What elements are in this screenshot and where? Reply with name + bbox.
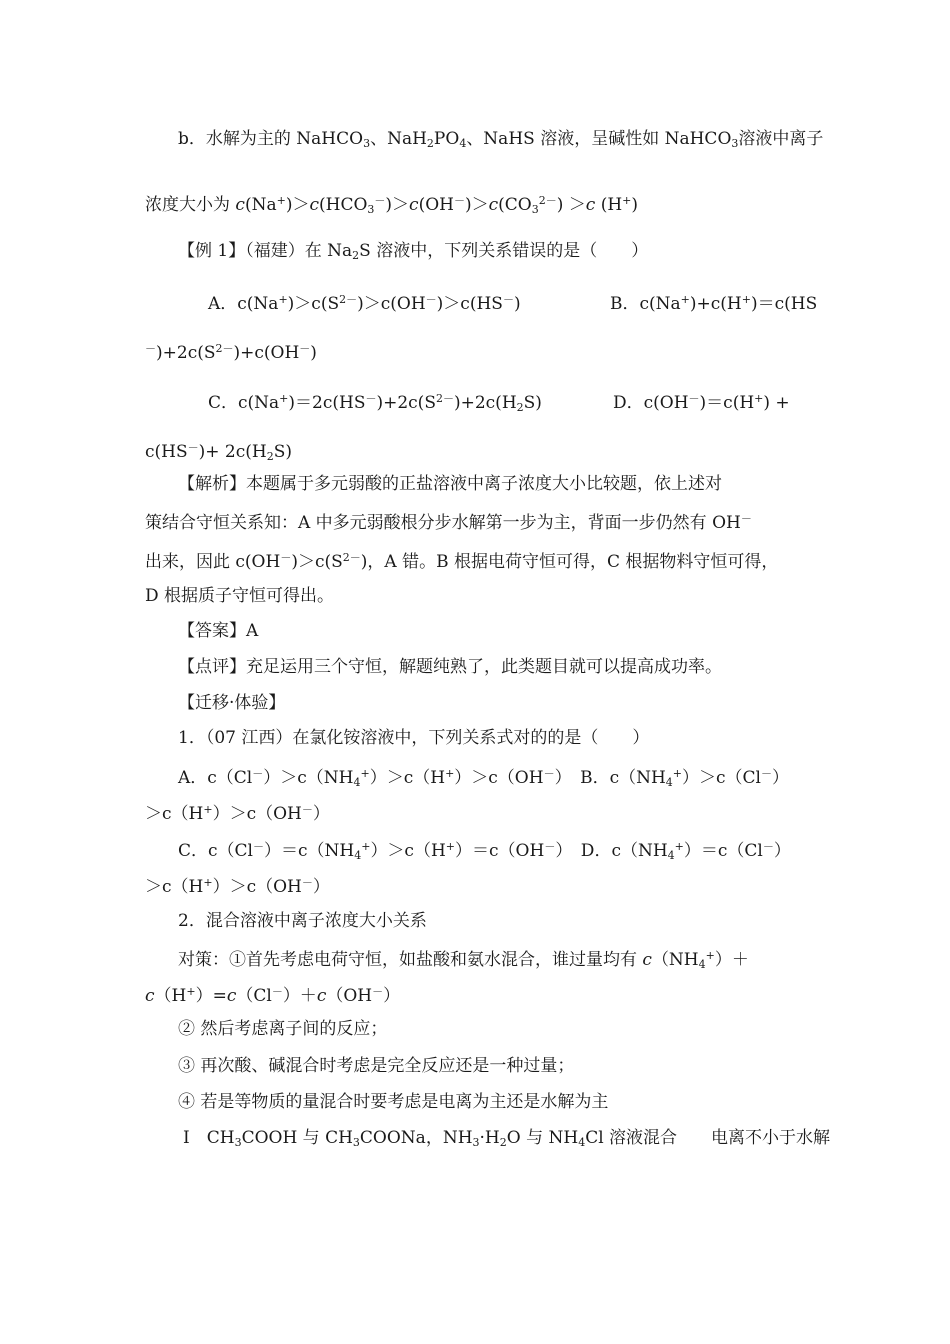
text-segment: ③ 再次酸、碱混合时考虑是完全反应还是一种过量； (178, 1056, 575, 1076)
text-segment: － (688, 392, 700, 405)
text-segment: + (445, 767, 455, 780)
text-segment: + (705, 949, 715, 962)
text-segment: 2 (499, 1136, 507, 1149)
text-segment: ） D．c（NH (555, 841, 668, 861)
text-segment: )+ 2c(H (198, 442, 267, 462)
text-segment: (Na (244, 195, 277, 215)
text-segment: c (309, 195, 319, 215)
text-segment: COOH 与 CH (241, 1128, 353, 1148)
text-segment: ）＝c（Cl (683, 841, 763, 861)
text-segment: 4 (665, 776, 673, 789)
text-segment: COONa，NH (359, 1128, 473, 1148)
text-segment: ） (773, 841, 791, 861)
text-line (208, 289, 521, 315)
text-segment: + (445, 840, 456, 853)
text-segment: 策结合守恒关系知：A 中多元弱酸根分步水解第一步为主，背面一步仍然有 OH (145, 513, 741, 533)
text-segment: )＝c(H (699, 393, 755, 413)
text-segment: ＞c（H (145, 877, 204, 897)
text-line (145, 981, 400, 1007)
text-line (178, 1018, 387, 1040)
text-segment: c (409, 195, 419, 215)
text-segment: + (186, 985, 196, 998)
text-segment: － (299, 342, 311, 355)
text-segment: (OH (418, 195, 454, 215)
text-segment: ) (631, 195, 639, 215)
text-line (178, 1055, 574, 1077)
text-segment: － (502, 293, 514, 306)
text-line (208, 388, 542, 419)
text-segment: 2 (426, 137, 434, 150)
text-segment: 2－ (538, 194, 557, 207)
text-segment: ） (383, 986, 401, 1006)
text-segment: ） (312, 877, 330, 897)
text-segment: ）＞c（Cl (682, 768, 761, 788)
text-segment: 3 (531, 203, 539, 216)
text-segment: 、NaHS 溶液，呈碱性如 NaHCO (466, 129, 732, 149)
text-segment: － (760, 767, 772, 780)
text-line (145, 547, 778, 573)
text-line (145, 338, 317, 364)
text-segment: + (203, 803, 213, 816)
text-segment: )＞ (285, 195, 310, 215)
text-segment: （H (154, 986, 187, 1006)
text-segment: （NH (651, 950, 699, 970)
text-segment: S) (523, 393, 542, 413)
text-segment: ）＞c（NH (263, 768, 354, 788)
text-segment: )+2c(H (453, 393, 517, 413)
text-segment: 3 (234, 1136, 242, 1149)
text-segment: － (301, 803, 313, 816)
text-line (178, 945, 749, 976)
text-segment: + (680, 293, 690, 306)
text-line (145, 872, 330, 898)
text-segment: ) (310, 343, 317, 363)
text-segment: + (672, 767, 683, 780)
text-segment: 3 (472, 1136, 480, 1149)
text-segment: c (585, 195, 596, 215)
text-segment: + (278, 293, 288, 306)
text-segment: PO (433, 129, 460, 149)
text-segment: ) ＞ (556, 195, 586, 215)
text-segment: ·H (479, 1128, 500, 1148)
text-segment: 4 (353, 776, 361, 789)
text-line (178, 1091, 608, 1113)
text-line (178, 128, 823, 155)
text-segment: ④ 若是等物质的量混合时要考虑是电离为主还是水解为主 (178, 1092, 609, 1112)
text-segment: － (271, 985, 283, 998)
text-line (610, 289, 817, 315)
text-segment: ） (312, 804, 330, 824)
text-segment: 3 (363, 137, 371, 150)
text-segment: + (360, 767, 370, 780)
text-segment: )，A 错。B 根据电荷守恒可得，C 根据物料守恒可得， (360, 552, 779, 572)
text-segment: 4 (459, 137, 467, 150)
text-segment: ） B．c（NH (554, 768, 666, 788)
text-segment: 2 (352, 249, 360, 262)
text-line (178, 727, 649, 749)
text-segment: ) (513, 294, 521, 314)
text-segment: + (741, 293, 751, 306)
text-line (178, 763, 789, 794)
text-line (145, 190, 638, 221)
text-segment: － (301, 876, 313, 889)
text-segment: 2－ (342, 551, 361, 564)
text-segment: (HCO (318, 195, 368, 215)
text-segment: A．c（Cl (178, 768, 253, 788)
text-segment: c (226, 986, 237, 1006)
text-segment: － (280, 551, 292, 564)
text-segment: )+2c(S (156, 343, 216, 363)
text-line (145, 799, 330, 825)
text-segment: 2 (516, 401, 524, 414)
text-segment: （Cl (236, 986, 272, 1006)
text-line (183, 1127, 830, 1154)
text-segment: ）＞c（H (370, 841, 446, 861)
text-segment: － (425, 293, 437, 306)
text-segment: ② 然后考虑离子间的反应； (178, 1019, 388, 1039)
text-segment: )＝c(HS (750, 294, 818, 314)
text-segment: D．c(OH (613, 393, 689, 413)
text-line (145, 585, 334, 607)
text-segment: + (279, 392, 289, 405)
text-line (145, 437, 292, 468)
text-segment: ）＞c（H (369, 768, 446, 788)
text-segment: (CO (498, 195, 532, 215)
text-line (178, 910, 427, 932)
text-segment: + (754, 392, 764, 405)
text-segment: ）＝c（OH (455, 841, 545, 861)
text-segment: )＞ (385, 195, 410, 215)
text-segment: 2．混合溶液中离子浓度大小关系 (178, 911, 427, 931)
text-segment: 3 (352, 1136, 360, 1149)
text-segment: )＞ (464, 195, 489, 215)
text-segment: c (642, 950, 652, 970)
text-segment: 【点评】充足运用三个守恒，解题纯熟了，此类题目就可以提高成功率。 (178, 657, 722, 677)
text-segment: S) (273, 442, 292, 462)
text-segment: － (187, 441, 199, 454)
text-segment: 4 (578, 1136, 586, 1149)
text-segment: )+c(OH (233, 343, 300, 363)
text-segment: Cl 溶液混合 电离不小于水解 (585, 1128, 831, 1148)
text-segment: + (361, 840, 371, 853)
text-segment: 浓度大小为 (145, 195, 236, 215)
text-segment: 4 (354, 849, 362, 862)
text-segment: ）＞c（OH (454, 768, 544, 788)
text-segment: (H (595, 195, 623, 215)
text-line (178, 620, 258, 642)
text-segment: )＞c(OH (357, 294, 426, 314)
text-segment: － (145, 342, 156, 355)
text-line (178, 656, 722, 678)
text-segment: － (544, 840, 556, 853)
text-segment: c (145, 986, 155, 1006)
text-segment: D 根据质子守恒可得出。 (145, 586, 335, 606)
text-segment: － (374, 194, 386, 207)
text-segment: )+2c(S (376, 393, 436, 413)
text-segment: ）＞c（OH (212, 877, 302, 897)
text-segment: ）＋ (714, 950, 749, 970)
text-segment: O 与 NH (506, 1128, 579, 1148)
text-segment: 2－ (435, 392, 454, 405)
text-segment: c (488, 195, 499, 215)
text-segment: ＞c（H (145, 804, 204, 824)
text-segment: （OH (326, 986, 373, 1006)
text-segment: c(HS (145, 442, 188, 462)
text-line (145, 508, 752, 534)
text-segment: － (252, 767, 264, 780)
text-segment: 溶液中离子 (738, 129, 824, 149)
text-segment: )＝2c(HS (288, 393, 366, 413)
text-segment: － (372, 985, 384, 998)
text-segment: 2－ (339, 293, 358, 306)
text-segment: － (543, 767, 555, 780)
text-segment: － (762, 840, 774, 853)
text-segment: － (252, 840, 264, 853)
text-segment: + (622, 194, 632, 207)
text-segment: )＞c(S (291, 552, 343, 572)
text-segment: 【解析】本题属于多元弱酸的正盐溶液中离子浓度大小比较题，依上述对 (178, 474, 722, 494)
text-segment: Ⅰ CH (183, 1128, 235, 1148)
text-segment: + (276, 194, 286, 207)
text-segment: b．水解为主的 NaHCO (178, 129, 364, 149)
text-segment: c (235, 195, 245, 215)
text-segment: － (740, 512, 752, 525)
text-segment: + (674, 840, 684, 853)
text-segment: S 溶液中，下列关系错误的是（ ） (359, 241, 649, 261)
text-segment: ） (771, 768, 789, 788)
text-segment: ）= (195, 986, 227, 1006)
text-segment: 【迁移·体验】 (178, 693, 286, 713)
text-segment: C．c(Na (208, 393, 280, 413)
text-segment: 4 (667, 849, 675, 862)
text-line (178, 240, 648, 267)
text-segment: + (203, 876, 213, 889)
text-segment: 1．（07 江西）在氯化铵溶液中，下列关系式对的的是（ ） (178, 728, 650, 748)
text-segment: A．c(Na (208, 294, 279, 314)
text-segment: ）＞c（OH (212, 804, 302, 824)
text-segment: 2 (266, 450, 274, 463)
text-segment: c (316, 986, 327, 1006)
text-segment: － (365, 392, 377, 405)
text-line (178, 692, 285, 714)
text-segment: 对策：①首先考虑电荷守恒，如盐酸和氨水混合，谁过量均有 (178, 950, 643, 970)
text-segment: ）＝c（NH (263, 841, 355, 861)
text-segment: 3 (731, 137, 739, 150)
text-line (178, 836, 791, 867)
text-line (178, 473, 722, 495)
text-segment: B．c(Na (610, 294, 681, 314)
text-segment: )＞c(HS (436, 294, 503, 314)
text-segment: )+c(H (689, 294, 742, 314)
text-segment: 、NaH (370, 129, 427, 149)
text-segment: ）＋ (282, 986, 317, 1006)
text-line (613, 388, 790, 414)
text-segment: 【例 1】（福建）在 Na (178, 241, 353, 261)
text-segment: ) + (763, 393, 790, 413)
text-segment: 3 (367, 203, 375, 216)
text-segment: C．c（Cl (178, 841, 253, 861)
text-segment: 【答案】A (178, 621, 259, 641)
text-segment: 2－ (215, 342, 234, 355)
text-segment: 出来，因此 c(OH (145, 552, 281, 572)
text-segment: 4 (698, 958, 706, 971)
text-segment: )＞c(S (287, 294, 340, 314)
text-segment: － (453, 194, 465, 207)
